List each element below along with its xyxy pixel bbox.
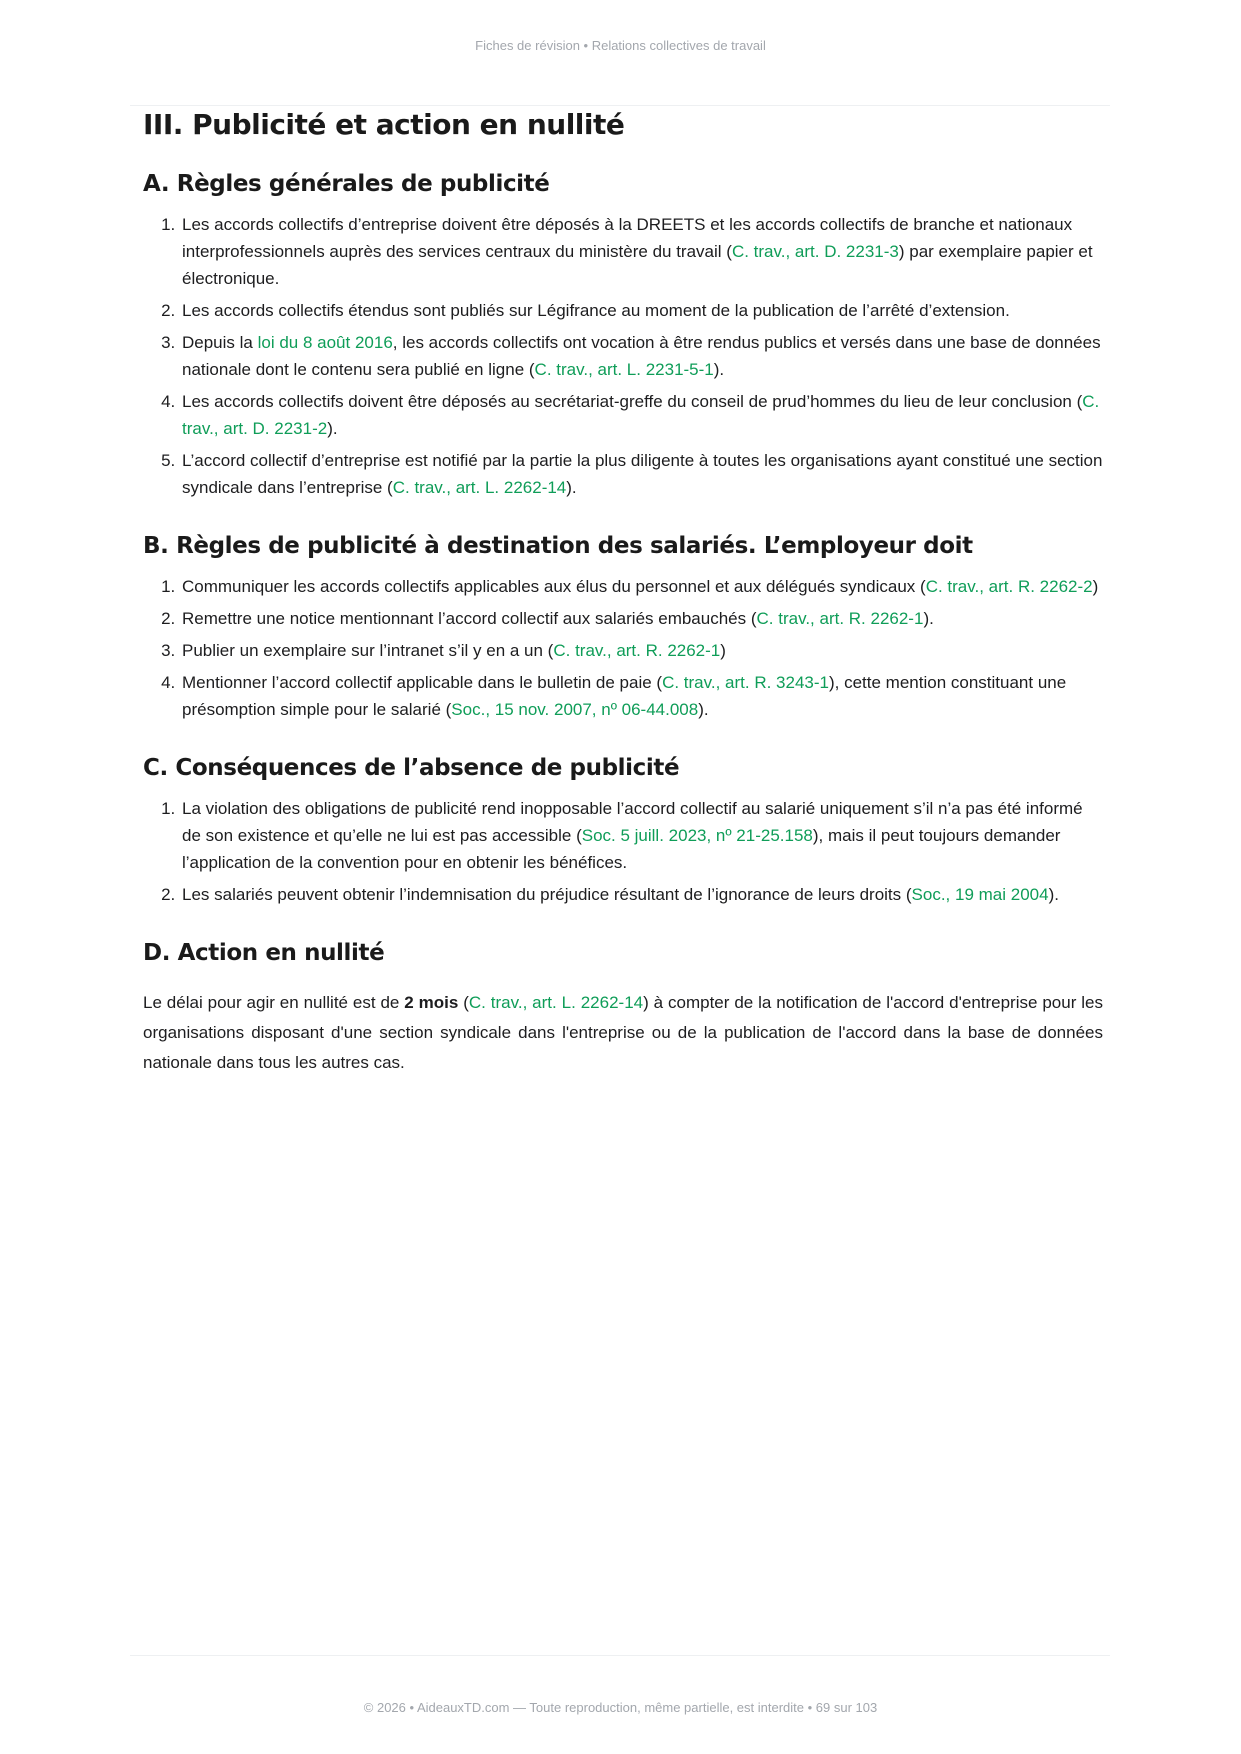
list-item — [180, 388, 1103, 442]
legal-reference-link[interactable]: loi du 8 août 2016 — [257, 333, 393, 352]
item-text: ), mais il peut toujours demander l’application de la convention pour en obtenir les bénéfices. — [182, 826, 1061, 872]
legal-reference-link[interactable]: C. trav., art. R. 2262-1 — [553, 641, 721, 660]
section-a-list — [180, 211, 1103, 501]
list-item — [180, 605, 1103, 632]
item-text: Communiquer les accords collectifs applicables aux élus du personnel et aux délégués syndicaux ( — [182, 577, 926, 596]
running-header: Fiches de révision • Relations collectives de travail — [475, 38, 766, 53]
item-text: Les salariés peuvent obtenir l’indemnisation du préjudice résultant de l’ignorance de leurs droits ( — [182, 885, 912, 904]
list-item — [180, 447, 1103, 501]
item-text: Mentionner l’accord collectif applicable dans le bulletin de paie ( — [182, 673, 663, 692]
legal-reference-link[interactable]: C. trav., art. R. 2262-1 — [756, 609, 924, 628]
item-text: ). — [698, 700, 709, 719]
deadline-emphasis: 2 mois — [404, 993, 459, 1012]
list-item — [180, 881, 1103, 908]
legal-reference-link[interactable]: Soc., 15 nov. 2007, nº 06-44.008 — [451, 700, 699, 719]
list-item — [180, 329, 1103, 383]
item-text: Les accords collectifs étendus sont publiés sur Légifrance au moment de la publication de l’arrêté d’extension. — [182, 301, 1010, 320]
legal-reference-link[interactable]: C. trav., art. D. 2231-2 — [182, 392, 1100, 438]
item-text: Depuis la — [182, 333, 258, 352]
item-text: Les accords collectifs doivent être déposés au secrétariat-greffe du conseil de prud’hommes du lieu de leur conclusion ( — [182, 392, 1083, 411]
legal-reference-link[interactable]: C. trav., art. L. 2262-14 — [468, 993, 644, 1012]
paragraph-text: ) à compter de la notification de l'accord d'entreprise pour les organisations disposant d'une section syndicale dans l'entreprise ou de la publication de l'accord dans la base de données nationale dans tous les autres cas. — [143, 993, 1103, 1072]
section-b-list — [180, 573, 1103, 723]
list-item — [180, 297, 1103, 324]
item-text: , les accords collectifs ont vocation à être rendus publics et versés dans une base de données nationale dont le contenu sera publié en ligne ( — [182, 333, 1101, 379]
section-c — [143, 755, 1103, 908]
item-text: ). — [327, 419, 338, 438]
list-item — [180, 795, 1103, 876]
item-text: La violation des obligations de publicité rend inopposable l’accord collectif au salarié uniquement s’il n’a pas été informé de son existence et qu’elle ne lui est pas accessible ( — [182, 799, 1083, 845]
item-text: ), cette mention constituant une présomption simple pour le salarié ( — [182, 673, 1067, 719]
header-divider — [130, 105, 1110, 106]
item-text: L’accord collectif d’entreprise est notifié par la partie la plus diligente à toutes les organisations ayant constitué une section syndicale dans l’entreprise ( — [182, 451, 1103, 497]
section-a-heading: A. Règles générales de publicité — [143, 171, 550, 197]
paragraph-text: Le délai pour agir en nullité est de — [143, 993, 405, 1012]
paragraph-text: ( — [458, 993, 469, 1012]
page-content — [143, 108, 1103, 1110]
item-text: ) — [720, 641, 726, 660]
section-c-heading: C. Conséquences de l’absence de publicité — [143, 755, 680, 781]
item-text: ) par exemplaire papier et électronique. — [182, 242, 1093, 288]
list-item — [180, 669, 1103, 723]
main-title: III. Publicité et action en nullité — [143, 108, 625, 141]
item-text: Les accords collectifs d’entreprise doivent être déposés à la DREETS et les accords collectifs de branche et nationaux interprofessionnels auprès des services centraux du ministère du travail ( — [182, 215, 1073, 261]
section-b-heading: B. Règles de publicité à destination des salariés. L’employeur doit — [143, 533, 973, 559]
footer-divider — [130, 1655, 1110, 1656]
item-text: ). — [923, 609, 934, 628]
list-item — [180, 211, 1103, 292]
section-d-paragraph — [143, 988, 1103, 1078]
legal-reference-link[interactable]: Soc., 19 mai 2004 — [911, 885, 1049, 904]
section-b — [143, 533, 1103, 723]
legal-reference-link[interactable]: C. trav., art. R. 2262-2 — [925, 577, 1093, 596]
item-text: ) — [1092, 577, 1099, 596]
section-a — [143, 171, 1103, 501]
running-footer: © 2026 • AideauxTD.com — Toute reproduction, même partielle, est interdite • 69 sur 103 — [363, 1700, 878, 1715]
legal-reference-link[interactable]: Soc. 5 juill. 2023, nº 21-25.158 — [581, 826, 813, 845]
item-text: Remettre une notice mentionnant l’accord collectif aux salariés embauchés ( — [182, 609, 757, 628]
section-d-heading: D. Action en nullité — [143, 940, 385, 966]
legal-reference-link[interactable]: C. trav., art. L. 2262-14 — [392, 478, 567, 497]
section-d — [143, 940, 1103, 1078]
list-item — [180, 637, 1103, 664]
legal-reference-link[interactable]: C. trav., art. R. 3243-1 — [662, 673, 829, 692]
legal-reference-link[interactable]: C. trav., art. L. 2231-5-1 — [534, 360, 714, 379]
item-text: ). — [1048, 885, 1059, 904]
list-item — [180, 573, 1103, 600]
item-text: ). — [713, 360, 725, 379]
legal-reference-link[interactable]: C. trav., art. D. 2231-3 — [731, 242, 899, 261]
item-text: ). — [566, 478, 577, 497]
section-c-list — [180, 795, 1103, 908]
item-text: Publier un exemplaire sur l’intranet s’il y en a un ( — [182, 641, 554, 660]
